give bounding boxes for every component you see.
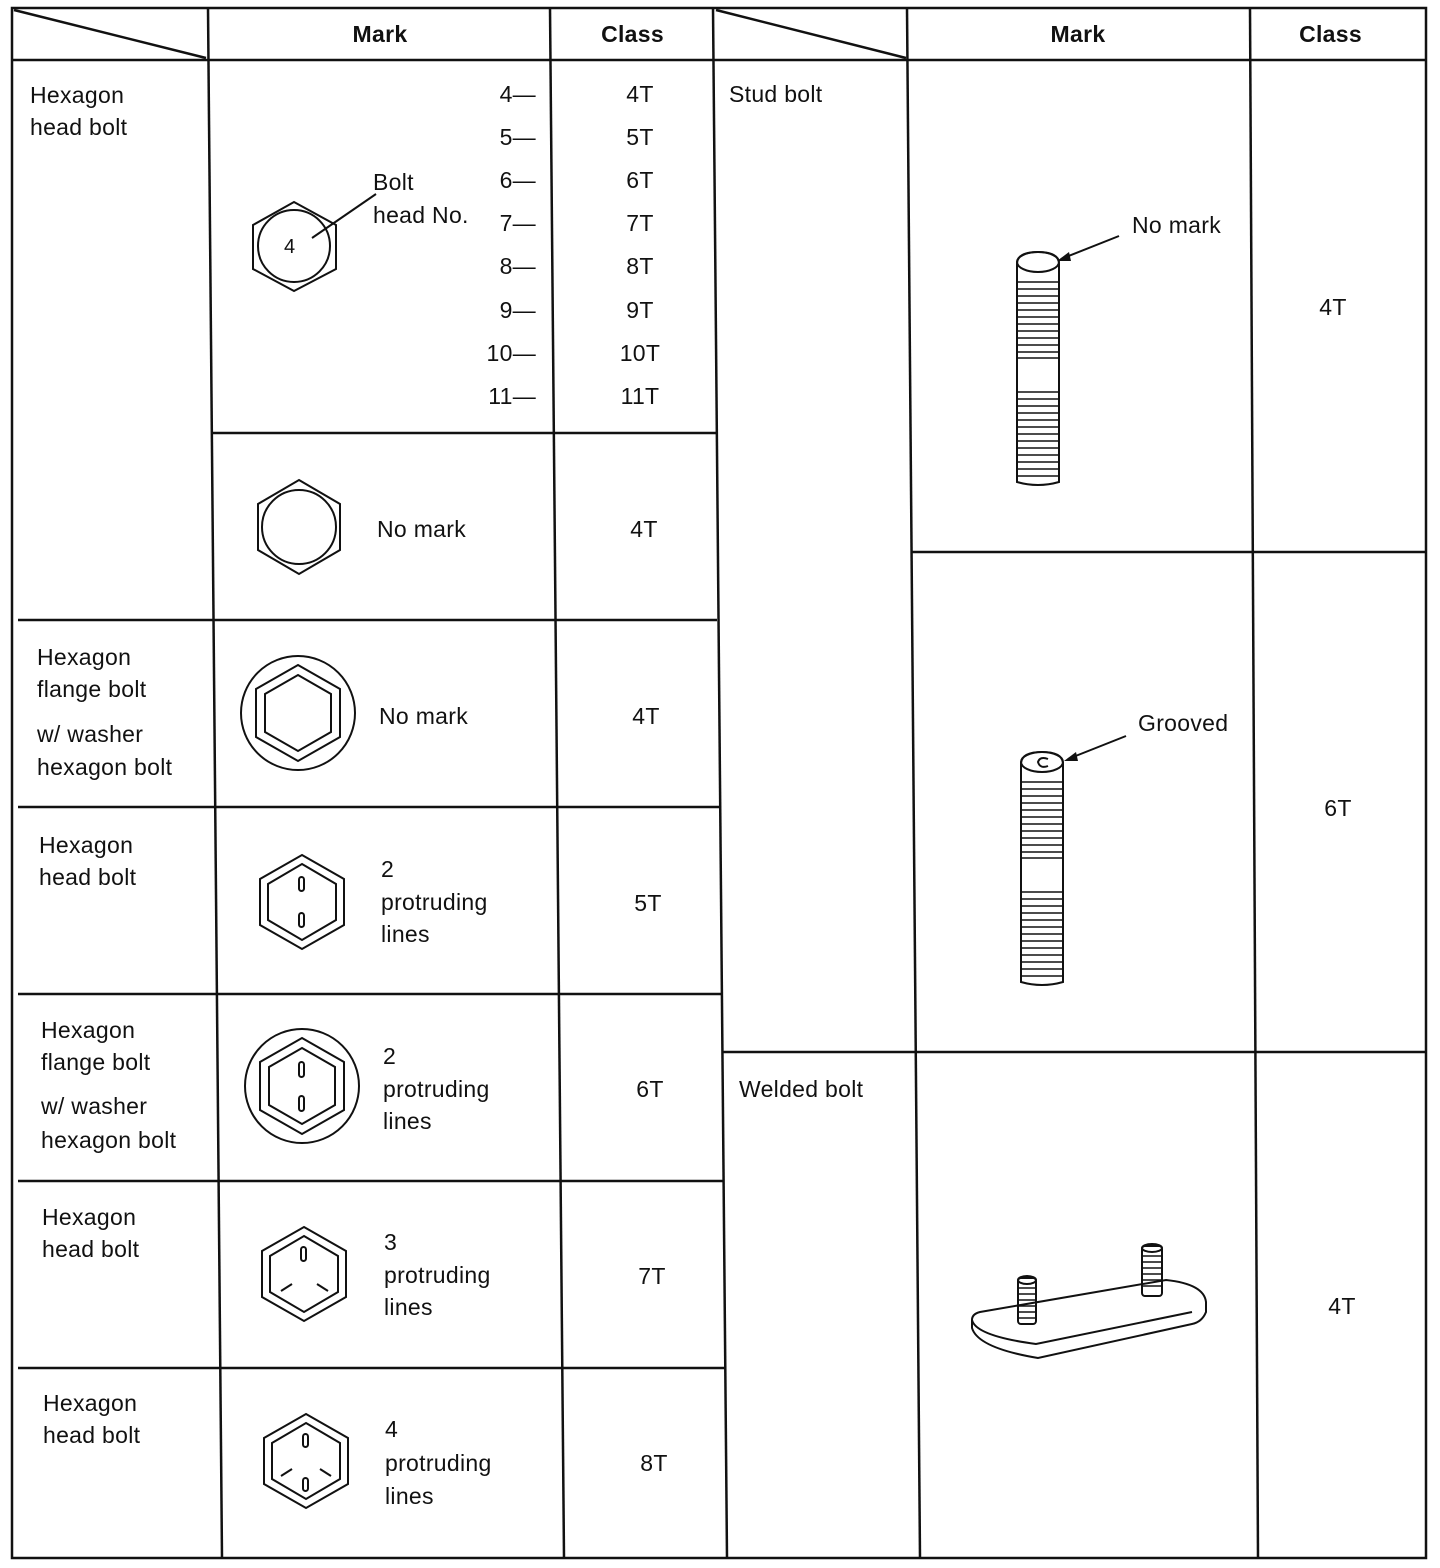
row3-type-line4: hexagon bolt <box>37 754 173 780</box>
stud-bolt-type: Stud bolt <box>729 81 823 107</box>
flange-head-2-lines-icon <box>242 1026 362 1146</box>
row1-mark-5: 5— <box>499 124 536 150</box>
welded-bolt-class: 4T <box>1328 1293 1356 1319</box>
row4-class: 5T <box>634 890 662 916</box>
row3-type-line3: w/ washer <box>37 721 144 747</box>
row5-type-line2: flange bolt <box>41 1049 151 1075</box>
row5-mark-line1: 2 <box>383 1043 397 1069</box>
hex-head-2-lines-icon <box>257 853 347 951</box>
hex-head-plain-icon <box>255 478 343 576</box>
row5-type-line4: hexagon bolt <box>41 1127 177 1153</box>
row1-mark-10: 10— <box>486 340 536 366</box>
row6-type-line2: head bolt <box>42 1236 140 1262</box>
row1-type-line2: head bolt <box>30 114 128 140</box>
stud-row2-callout: Grooved <box>1138 710 1229 736</box>
row1-mark-8: 8— <box>499 253 536 279</box>
row1-class-9t: 9T <box>626 297 654 323</box>
row7-mark-line1: 4 <box>385 1416 399 1442</box>
stud-bolt-grooved-icon <box>1014 748 1070 988</box>
row1-mark-9: 9— <box>499 297 536 323</box>
row3-type-line1: Hexagon <box>37 644 132 670</box>
row6-mark-line3: lines <box>384 1294 433 1320</box>
row1-class-6t: 6T <box>626 167 654 193</box>
row4-mark-line3: lines <box>381 921 430 947</box>
row5-type-line3: w/ washer <box>41 1093 148 1119</box>
row4-mark-line1: 2 <box>381 856 395 882</box>
row6-mark-line2: protruding <box>384 1262 491 1288</box>
bolt-head-callout-leader <box>310 190 380 240</box>
right-header-mark: Mark <box>1050 21 1106 47</box>
row2-mark: No mark <box>377 516 467 542</box>
row5-class: 6T <box>636 1076 664 1102</box>
stud-row2-class: 6T <box>1324 795 1352 821</box>
row1-mark-4: 4— <box>499 81 536 107</box>
row7-mark-line3: lines <box>385 1483 434 1509</box>
flange-head-plain-icon <box>238 653 358 773</box>
hex-head-3-lines-icon <box>259 1225 349 1323</box>
stud-no-mark-leader <box>1055 232 1125 264</box>
row6-mark-line1: 3 <box>384 1229 398 1255</box>
row7-mark-line2: protruding <box>385 1450 492 1476</box>
row1-mark-7: 7— <box>499 210 536 236</box>
row1-class-10t: 10T <box>619 340 661 366</box>
welded-bolt-type: Welded bolt <box>739 1076 864 1102</box>
left-header-class: Class <box>601 21 664 47</box>
row1-class-7t: 7T <box>626 210 654 236</box>
row7-type-line1: Hexagon <box>43 1390 138 1416</box>
row3-class: 4T <box>632 703 660 729</box>
row4-type-line2: head bolt <box>39 864 137 890</box>
stud-bolt-plain-icon <box>1010 248 1066 488</box>
right-header-class: Class <box>1299 21 1362 47</box>
row1-class-4t: 4T <box>626 81 654 107</box>
row4-mark-line2: protruding <box>381 889 488 915</box>
row1-callout-line2: head No. <box>373 202 469 228</box>
row3-mark: No mark <box>379 703 469 729</box>
row5-mark-line2: protruding <box>383 1076 490 1102</box>
stud-grooved-leader <box>1062 732 1132 764</box>
row2-class: 4T <box>630 516 658 542</box>
row3-type-line2: flange bolt <box>37 676 147 702</box>
row5-type-line1: Hexagon <box>41 1017 136 1043</box>
row4-type-line1: Hexagon <box>39 832 134 858</box>
row1-mark-6: 6— <box>499 167 536 193</box>
stud-row1-callout: No mark <box>1132 212 1222 238</box>
hex-head-digit: 4 <box>284 236 296 258</box>
left-header-mark: Mark <box>352 21 408 47</box>
row1-class-11t: 11T <box>620 383 660 409</box>
row6-type-line1: Hexagon <box>42 1204 137 1230</box>
row1-class-5t: 5T <box>626 124 654 150</box>
row1-type-line1: Hexagon <box>30 82 125 108</box>
row1-mark-11: 11— <box>488 383 536 409</box>
hex-head-4-lines-icon <box>261 1412 351 1510</box>
welded-bolt-icon <box>966 1240 1214 1364</box>
row7-class: 8T <box>640 1450 668 1476</box>
stud-row1-class: 4T <box>1319 294 1347 320</box>
row5-mark-line3: lines <box>383 1108 432 1134</box>
row1-callout-line1: Bolt <box>373 169 414 195</box>
row7-type-line2: head bolt <box>43 1422 141 1448</box>
row6-class: 7T <box>638 1263 666 1289</box>
row1-class-8t: 8T <box>626 253 654 279</box>
